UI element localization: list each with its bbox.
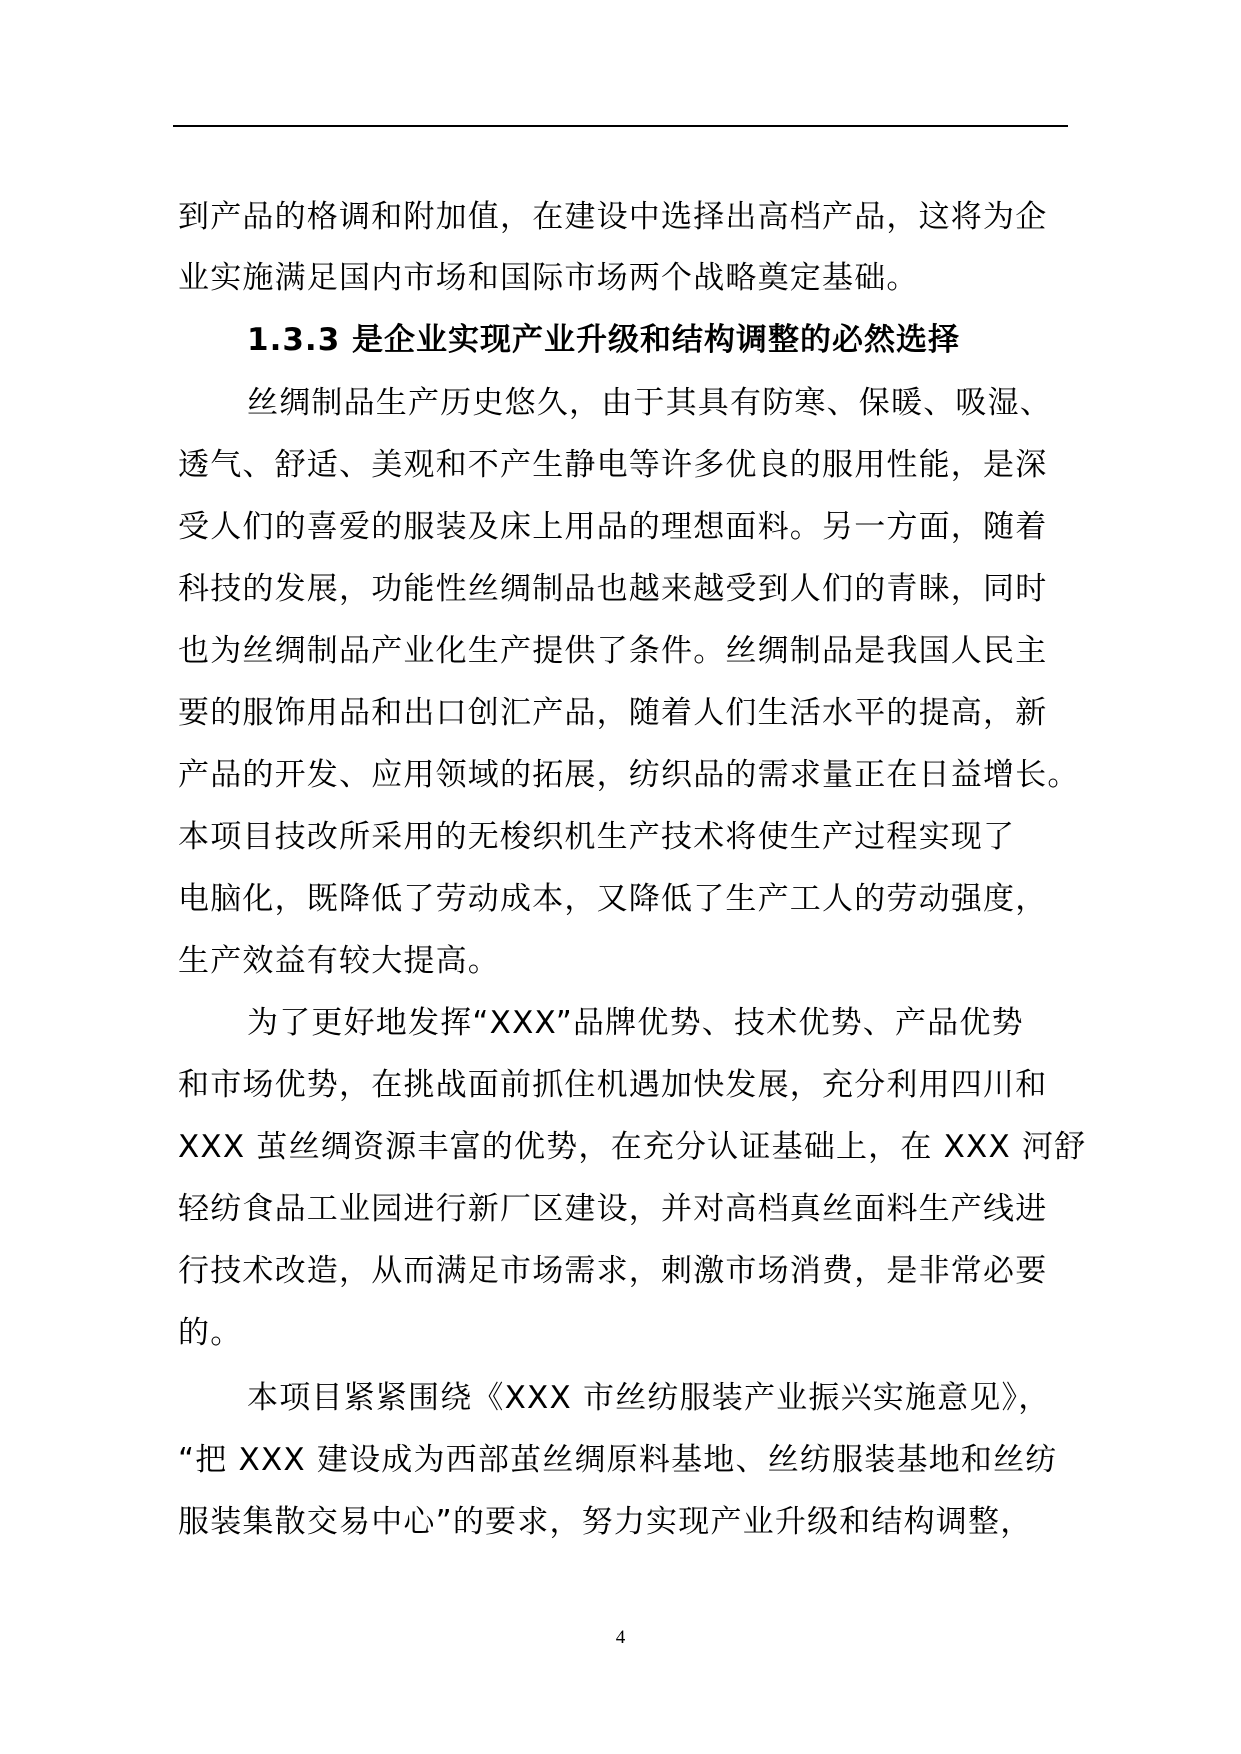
body-text-line: “把 XXX 建设成为西部茧丝绸原料基地、丝纺服装基地和丝纺	[178, 1442, 1058, 1478]
section-heading: 1.3.3 是企业实现产业升级和结构调整的必然选择	[247, 322, 961, 358]
body-text-line: 到产品的格调和附加值，在建设中选择出高档产品，这将为企	[178, 199, 1048, 235]
body-text-line: 服装集散交易中心”的要求，努力实现产业升级和结构调整，	[178, 1504, 1033, 1540]
body-text-line: 业实施满足国内市场和国际市场两个战略奠定基础。	[178, 260, 919, 296]
page-number: 4	[615, 1627, 626, 1648]
body-text-line: 本项目紧紧围绕《XXX 市丝纺服装产业振兴实施意见》，	[247, 1380, 1051, 1416]
body-text-line: 受人们的喜爱的服装及床上用品的理想面料。另一方面，随着	[178, 509, 1048, 545]
body-text-line: 电脑化，既降低了劳动成本，又降低了生产工人的劳动强度，	[178, 881, 1048, 917]
body-text-line: 也为丝绸制品产业化生产提供了条件。丝绸制品是我国人民主	[178, 633, 1048, 669]
body-text-line: 和市场优势，在挑战面前抓住机遇加快发展，充分利用四川和	[178, 1067, 1048, 1103]
body-text-line: 产品的开发、应用领域的拓展，纺织品的需求量正在日益增长。	[178, 757, 1080, 793]
body-text-line: 科技的发展，功能性丝绸制品也越来越受到人们的青睐，同时	[178, 571, 1048, 607]
body-text-line: 为了更好地发挥“XXX”品牌优势、技术优势、产品优势	[247, 1005, 1024, 1041]
body-text-line: 丝绸制品生产历史悠久，由于其具有防寒、保暖、吸湿、	[247, 385, 1052, 421]
body-text-line: 透气、舒适、美观和不产生静电等许多优良的服用性能，是深	[178, 447, 1048, 483]
body-text-line: 轻纺食品工业园进行新厂区建设，并对高档真丝面料生产线进	[178, 1191, 1048, 1227]
body-text-line: 要的服饰用品和出口创汇产品，随着人们生活水平的提高，新	[178, 695, 1048, 731]
body-text-line: 本项目技改所采用的无梭织机生产技术将使生产过程实现了	[178, 819, 1016, 855]
body-text-line: XXX 茧丝绸资源丰富的优势，在充分认证基础上，在 XXX 河舒	[178, 1129, 1087, 1165]
header-rule	[173, 125, 1068, 127]
body-text-line: 的。	[178, 1315, 243, 1351]
body-text-line: 生产效益有较大提高。	[178, 943, 500, 979]
body-text-line: 行技术改造，从而满足市场需求，刺激市场消费，是非常必要	[178, 1253, 1048, 1289]
